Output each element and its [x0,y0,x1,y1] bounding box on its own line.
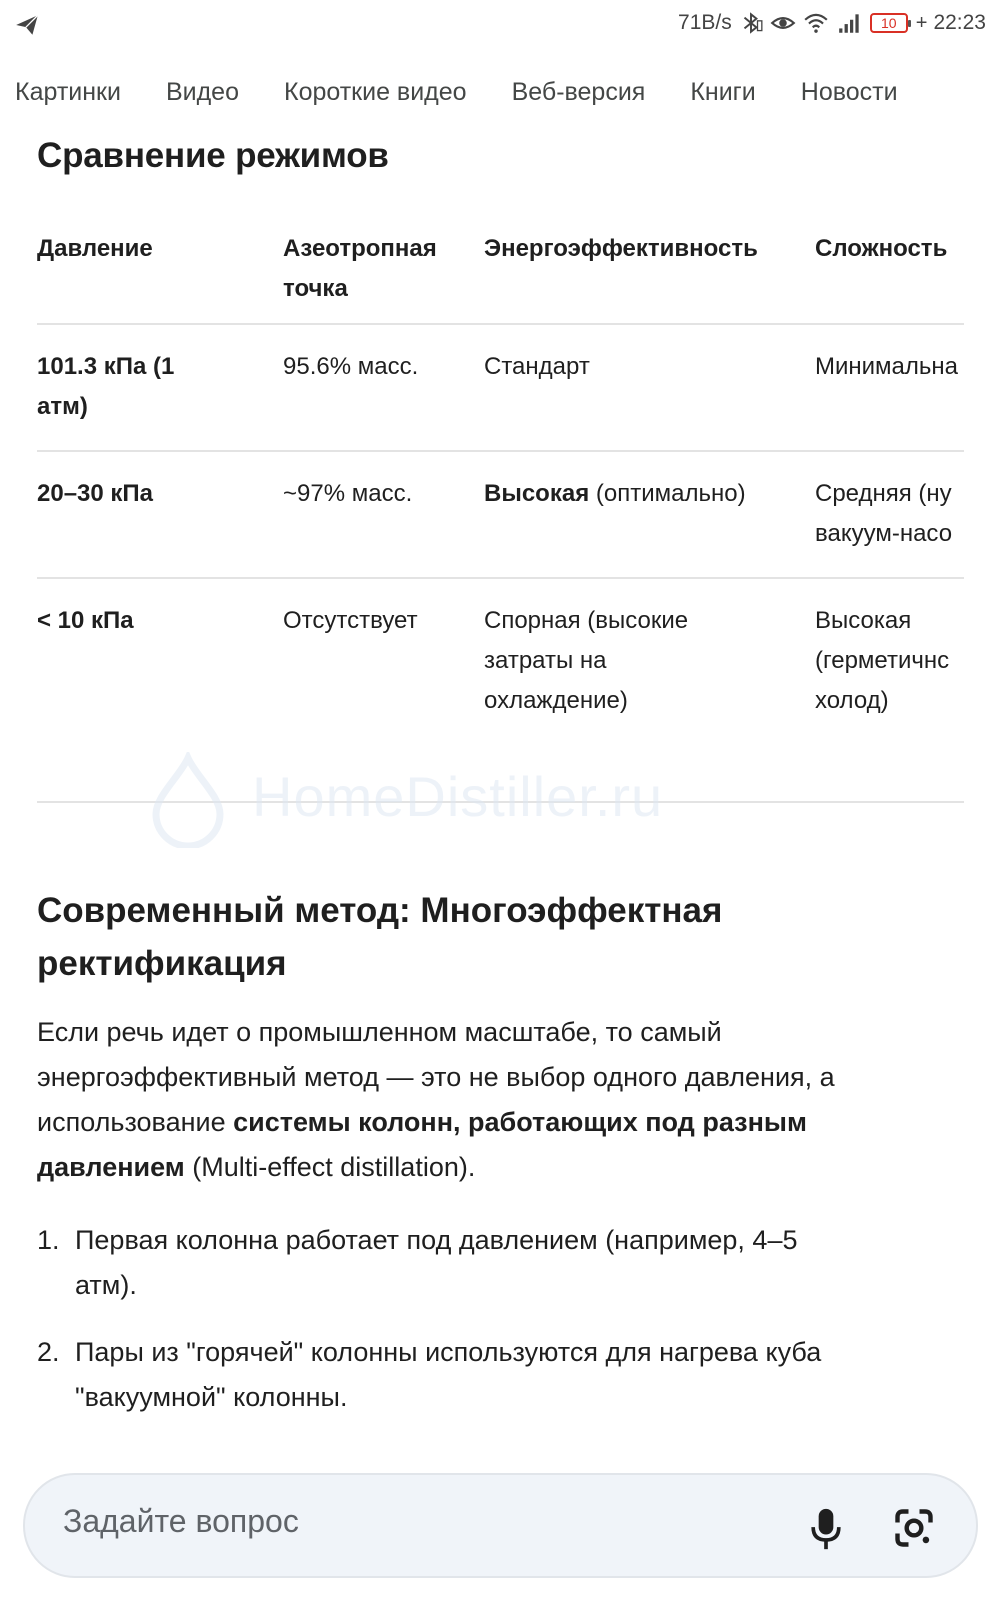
row3-complexity-l1: Высокая [815,607,912,634]
watermark-text: HomeDistiller.ru [252,765,664,828]
ask-input-placeholder[interactable]: Задайте вопрос [63,1503,299,1539]
table-divider [37,450,964,452]
row2-efficiency [484,473,802,514]
header-azeotrope-l1: Азеотропная [283,235,437,262]
para-line [37,1145,977,1190]
tab-images[interactable]: Картинки [15,77,121,106]
header-pressure: Давление [37,235,153,262]
send-icon [14,12,40,38]
row3-complexity-l2: (герметичнс [815,647,950,674]
battery-icon [870,13,908,33]
list-number: 2. [37,1337,60,1367]
row3-efficiency-l2: затраты на [484,647,607,674]
row3-complexity-l3: холод) [815,687,889,714]
list-text: Первая колонна работает под давлением (например, 4–5 [75,1225,798,1255]
steps-list [37,1218,967,1442]
section2-title-l2: ректификация [37,944,287,983]
list-text: атм). [75,1270,137,1300]
google-lens-icon[interactable] [892,1506,936,1550]
row2-complexity-l1: Средняя (ну [815,480,952,507]
status-bar [0,0,1000,48]
section2-paragraph [37,1010,977,1190]
list-text: "вакуумной" колонны. [75,1382,348,1412]
para-bold: давлением [37,1152,185,1182]
list-item [37,1330,967,1420]
watermark [150,752,770,848]
bluetooth-icon [738,10,764,36]
tab-short-video[interactable]: Короткие видео [284,77,467,106]
microphone-icon[interactable] [804,1505,848,1553]
row2-efficiency-rest: (оптимально) [589,480,746,507]
comparison-table [37,218,964,818]
row3-azeotrope: Отсутствует [283,607,418,634]
clock: 22:23 [933,11,986,34]
eye-icon [770,10,796,36]
para-text: использование [37,1107,234,1137]
tab-news[interactable]: Новости [800,77,898,106]
para-text: (Multi-effect distillation). [184,1152,476,1182]
row3-efficiency-l3: охлаждение) [484,687,628,714]
row2-pressure: 20–30 кПа [37,480,154,507]
section-title: Сравнение режимов [37,136,389,175]
section2-title-l1: Современный метод: Многоэффектная [37,891,723,930]
signal-icon [836,10,864,36]
list-number: 1. [37,1225,60,1255]
header-complexity: Сложность [815,235,948,262]
row3-efficiency-l1: Спорная (высокие [484,607,689,634]
row2-complexity-l2: вакуум-насо [815,520,953,547]
row1-efficiency: Стандарт [484,353,590,380]
para-line [37,1100,977,1145]
header-azeotrope-l2: точка [283,275,348,302]
para-bold: системы колонн, работающих под разным [233,1107,807,1137]
ask-input-bar[interactable] [23,1473,978,1578]
battery-level: 10 [880,15,897,31]
table-divider [37,323,964,325]
row2-azeotrope: ~97% масс. [283,480,413,507]
header-efficiency: Энергоэффективность [484,235,758,262]
row1-pressure-l1: 101.3 кПа (1 [37,353,175,380]
tab-video[interactable]: Видео [165,77,239,106]
row3-pressure: < 10 кПа [37,607,134,634]
wifi-icon [802,10,830,36]
list-text: Пары из "горячей" колонны используются для нагрева куба [75,1337,822,1367]
row2-efficiency-bold: Высокая [484,480,590,507]
table-divider [37,577,964,579]
row1-complexity: Минимальна [815,353,959,380]
charging-indicator: + [915,11,928,34]
search-tabs [0,70,1000,114]
section2-title [37,884,967,990]
row1-azeotrope: 95.6% масс. [283,353,419,380]
droplet-icon [150,752,226,848]
tab-web[interactable]: Веб-версия [511,77,646,106]
tab-books[interactable]: Книги [690,77,756,106]
network-speed: 71B/s [678,11,732,34]
row1-pressure-l2: атм) [37,393,88,420]
list-item [37,1218,967,1308]
para-line: энергоэффективный метод — это не выбор одного давления, а [37,1062,835,1092]
para-line: Если речь идет о промышленном масштабе, то самый [37,1017,722,1047]
